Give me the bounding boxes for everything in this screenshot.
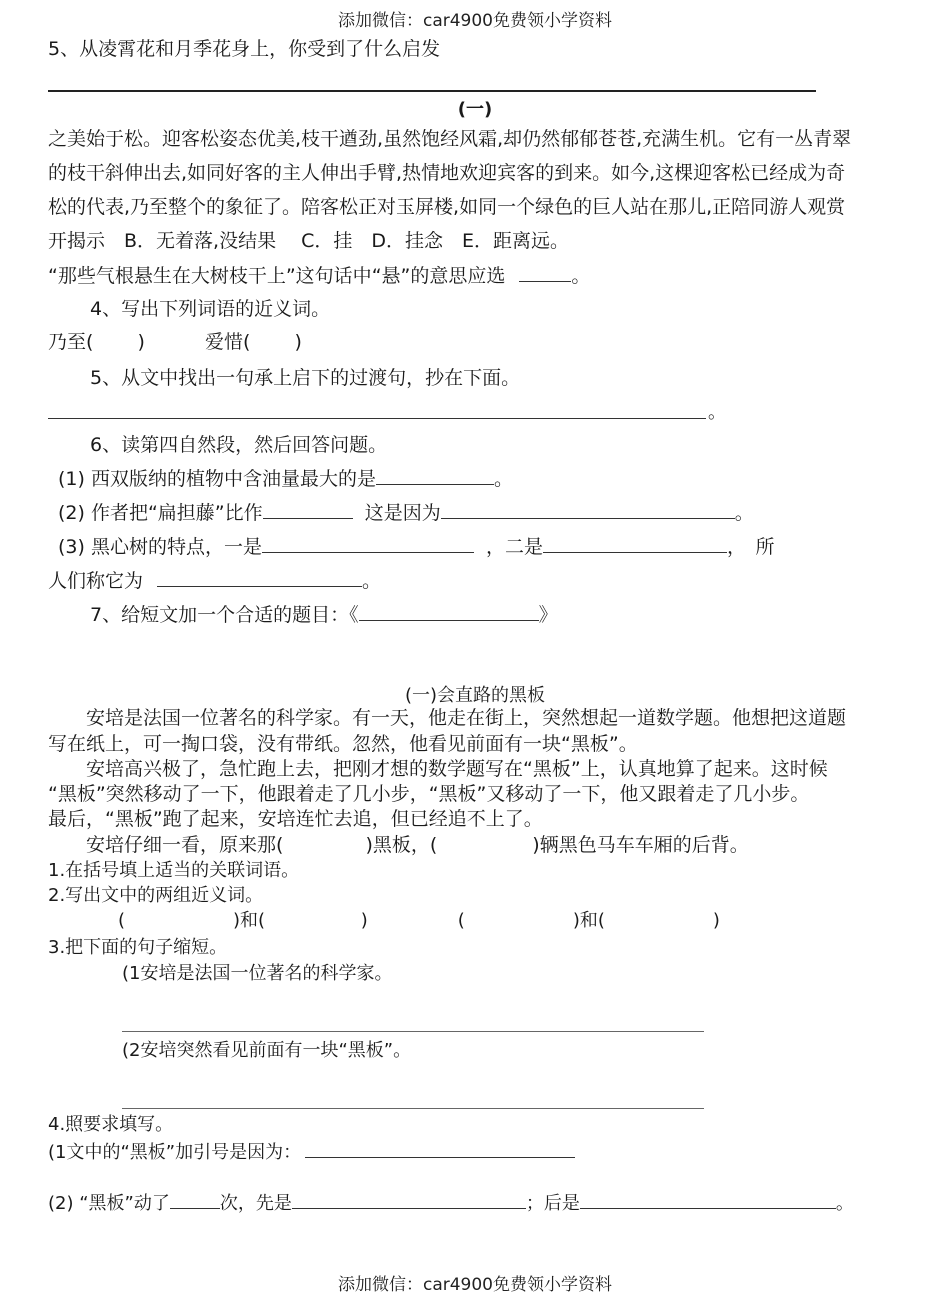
question-7 bbox=[90, 604, 558, 626]
section-2-question-4-2-text: (2) “黑板”动了 bbox=[48, 1193, 170, 1214]
section-2-question-4-2-after: ；后是 bbox=[525, 1193, 580, 1214]
question-6-part-2 bbox=[58, 502, 754, 524]
question-6-part-2-reason: 这是因为 bbox=[364, 502, 441, 524]
passage-line-3: 松的代表,乃至整个的象征了。陪客松正对玉屏楼,如同一个绿色的巨人站在那儿,正陪同游人观赏 bbox=[48, 196, 846, 218]
question-6-part-1 bbox=[58, 468, 513, 490]
question-6-title: 6、读第四自然段，然后回答问题。 bbox=[90, 434, 388, 456]
watermark-bottom: 添加微信：car4900免费领小学资料 bbox=[337, 1275, 613, 1295]
passage-line-2: 的枝干斜伸出去,如同好客的主人伸出手臂,热情地欢迎宾客的到来。如今,这棵迎客松已经成为奇 bbox=[48, 162, 846, 184]
passage-2-line-6: 安培仔细一看，原来那( )黑板，( )辆黑色马车车厢的后背。 bbox=[48, 834, 749, 856]
answer-blank[interactable] bbox=[543, 536, 727, 553]
answer-blank[interactable] bbox=[376, 468, 494, 485]
question-hang-end: 。 bbox=[571, 265, 591, 287]
answer-line[interactable] bbox=[48, 418, 706, 419]
passage-2-line-4: “黑板”突然移动了一下，他跟着走了几小步，“黑板”又移动了一下，他又跟着走了几小步。 bbox=[48, 783, 810, 805]
question-6-part-3-cont: ， 所 bbox=[727, 536, 775, 558]
question-4-item-2: 爱惜( ) bbox=[205, 331, 302, 353]
question-5-title: 5、从文中找出一句承上启下的过渡句，抄在下面。 bbox=[90, 367, 521, 389]
answer-line[interactable] bbox=[122, 1031, 704, 1032]
answer-blank[interactable] bbox=[263, 502, 353, 519]
answer-blank[interactable] bbox=[441, 502, 735, 519]
section-2-question-3-2: (2安培突然看见前面有一块“黑板”。 bbox=[122, 1040, 412, 1061]
section-2-question-4-2 bbox=[48, 1192, 854, 1215]
answer-line[interactable] bbox=[122, 1108, 704, 1109]
section-2-title: (一)会直路的黑板 bbox=[404, 685, 546, 706]
question-4-title: 4、写出下列词语的近义词。 bbox=[90, 298, 331, 320]
answer-blank[interactable] bbox=[170, 1192, 220, 1209]
question-6-part-3-text: (3) 黑心树的特点，一是 bbox=[58, 536, 262, 558]
answer-blank[interactable] bbox=[262, 536, 474, 553]
question-hang bbox=[48, 265, 590, 287]
question-4-item-1: 乃至( ) bbox=[48, 331, 145, 353]
answer-blank[interactable] bbox=[157, 570, 362, 587]
question-7-end: 》 bbox=[538, 604, 558, 626]
answer-blank[interactable] bbox=[359, 604, 539, 621]
section-2-question-4-2-times: 次，先是 bbox=[219, 1193, 292, 1214]
passage-2-line-5: 最后，“黑板”跑了起来，安培连忙去追，但已经追不上了。 bbox=[48, 808, 543, 830]
passage-2-line-2: 写在纸上，可一掏口袋，没有带纸。忽然，他看见前面有一块“黑板”。 bbox=[48, 733, 638, 755]
section-2-question-4-2-end: 。 bbox=[835, 1193, 854, 1214]
question-6-part-3-line-2 bbox=[48, 570, 381, 592]
question-6-part-1-end: 。 bbox=[493, 468, 513, 490]
section-2-question-4: 4.照要求填写。 bbox=[48, 1114, 174, 1135]
passage-line-4: 开揭示 B．无着落,没结果 C．挂 D．挂念 E．距离远。 bbox=[48, 230, 570, 252]
passage-2-line-1: 安培是法国一位著名的科学家。有一天，他走在街上，突然想起一道数学题。他想把这道题 bbox=[48, 707, 847, 729]
section-heading-1: (一) bbox=[457, 99, 493, 120]
watermark-top: 添加微信：car4900免费领小学资料 bbox=[337, 11, 613, 31]
section-2-question-2: 2.写出文中的两组近义词。 bbox=[48, 885, 264, 906]
section-2-question-4-1-text: (1文中的“黑板”加引号是因为： bbox=[48, 1142, 302, 1163]
answer-line bbox=[48, 90, 816, 92]
question-5-previous: 5、从凌霄花和月季花身上，你受到了什么启发 bbox=[48, 38, 441, 60]
answer-blank[interactable] bbox=[292, 1192, 526, 1209]
question-6-part-3 bbox=[58, 536, 775, 558]
question-hang-text: “那些气根悬生在大树枝干上”这句话中“悬”的意思应选 bbox=[48, 265, 506, 287]
question-6-part-3-end: 。 bbox=[362, 570, 382, 592]
section-2-question-4-1 bbox=[48, 1141, 575, 1164]
section-2-question-3-1: (1安培是法国一位著名的科学家。 bbox=[122, 963, 393, 984]
question-5-end: 。 bbox=[708, 402, 726, 423]
question-6-part-2-end: 。 bbox=[734, 502, 754, 524]
passage-line-1: 之美始于松。迎客松姿态优美,枝干遒劲,虽然饱经风霜,却仍然郁郁苍苍,充满生机。它有一丛青翠 bbox=[48, 128, 852, 150]
section-2-question-1: 1.在括号填上适当的关联词语。 bbox=[48, 860, 300, 881]
section-2-question-3: 3.把下面的句子缩短。 bbox=[48, 937, 228, 958]
section-2-question-2-pairs: ( )和( ) ( )和( ) bbox=[118, 910, 720, 931]
question-6-part-1-text: (1) 西双版纳的植物中含油量最大的是 bbox=[58, 468, 376, 490]
answer-blank[interactable] bbox=[580, 1192, 836, 1209]
answer-blank[interactable] bbox=[305, 1141, 575, 1158]
passage-2-line-3: 安培高兴极了，急忙跑上去，把刚才想的数学题写在“黑板”上，认真地算了起来。这时候 bbox=[48, 758, 828, 780]
question-6-part-3-second: ，二是 bbox=[486, 536, 544, 558]
question-6-part-2-text: (2) 作者把“扁担藤”比作 bbox=[58, 502, 263, 524]
question-6-part-3-call: 人们称它为 bbox=[48, 570, 144, 592]
answer-blank[interactable] bbox=[519, 265, 571, 282]
question-7-text: 7、给短文加一个合适的题目：《 bbox=[90, 604, 359, 626]
